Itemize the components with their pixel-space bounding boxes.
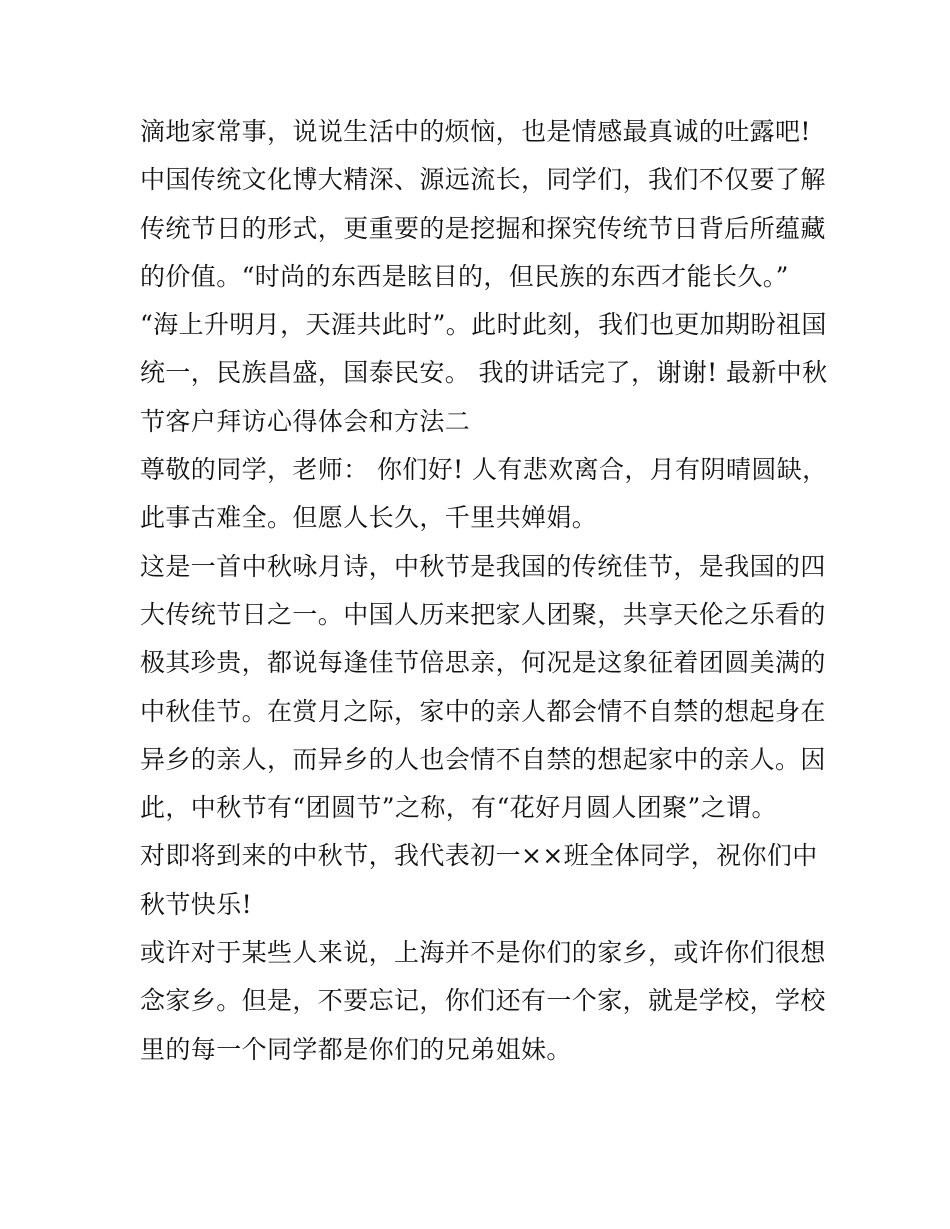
text-line: 传统节日的形式，更重要的是挖掘和探究传统节日背后所蕴藏 [140,213,826,243]
text-line: 中秋佳节。在赏月之际，家中的亲人都会情不自禁的想起身在 [140,696,826,726]
text-line: 的价值。“时尚的东西是眩目的，但民族的东西才能长久。” [140,261,789,291]
text-line: 这是一首中秋咏月诗，中秋节是我国的传统佳节，是我国的四 [140,551,826,581]
text-line: 大传统节日之一。中国人历来把家人团聚，共享天伦之乐看的 [140,599,826,629]
text-line: 念家乡。但是，不要忘记，你们还有一个家，就是学校，学校 [140,986,826,1016]
text-line: 里的每一个同学都是你们的兄弟姐妹。 [140,1034,572,1064]
text-line: 此，中秋节有“团圆节”之称，有“花好月圆人团聚”之谓。 [140,793,777,823]
body-text [140,108,828,1074]
text-line: 统一，民族昌盛，国泰民安。 我的讲话完了，谢谢! 最新中秋 [140,358,828,388]
section-heading: 节客户拜访心得体会和方法二 [140,406,471,436]
text-line: 对即将到来的中秋节，我代表初一××班全体同学，祝你们中 [140,841,818,871]
text-line: 滴地家常事，说说生活中的烦恼，也是情感最真诚的吐露吧! [140,117,811,146]
text-line: 极其珍贵，都说每逢佳节倍思亲，何况是这象征着团圆美满的 [140,648,826,678]
text-line: 秋节快乐! [140,889,253,919]
text-line: 中国传统文化博大精深、源远流长，同学们，我们不仅要了解 [140,165,826,195]
text-line: 此事古难全。但愿人长久，千里共婵娟。 [140,503,598,533]
text-line: “海上升明月，天涯共此时”。此时此刻，我们也更加期盼祖国 [140,310,827,340]
text-line: 尊敬的同学，老师： 你们好! 人有悲欢离合，月有阴晴圆缺， [140,455,828,485]
text-line: 或许对于某些人来说，上海并不是你们的家乡，或许你们很想 [140,938,826,968]
text-line: 异乡的亲人，而异乡的人也会情不自禁的想起家中的亲人。因 [140,744,826,774]
